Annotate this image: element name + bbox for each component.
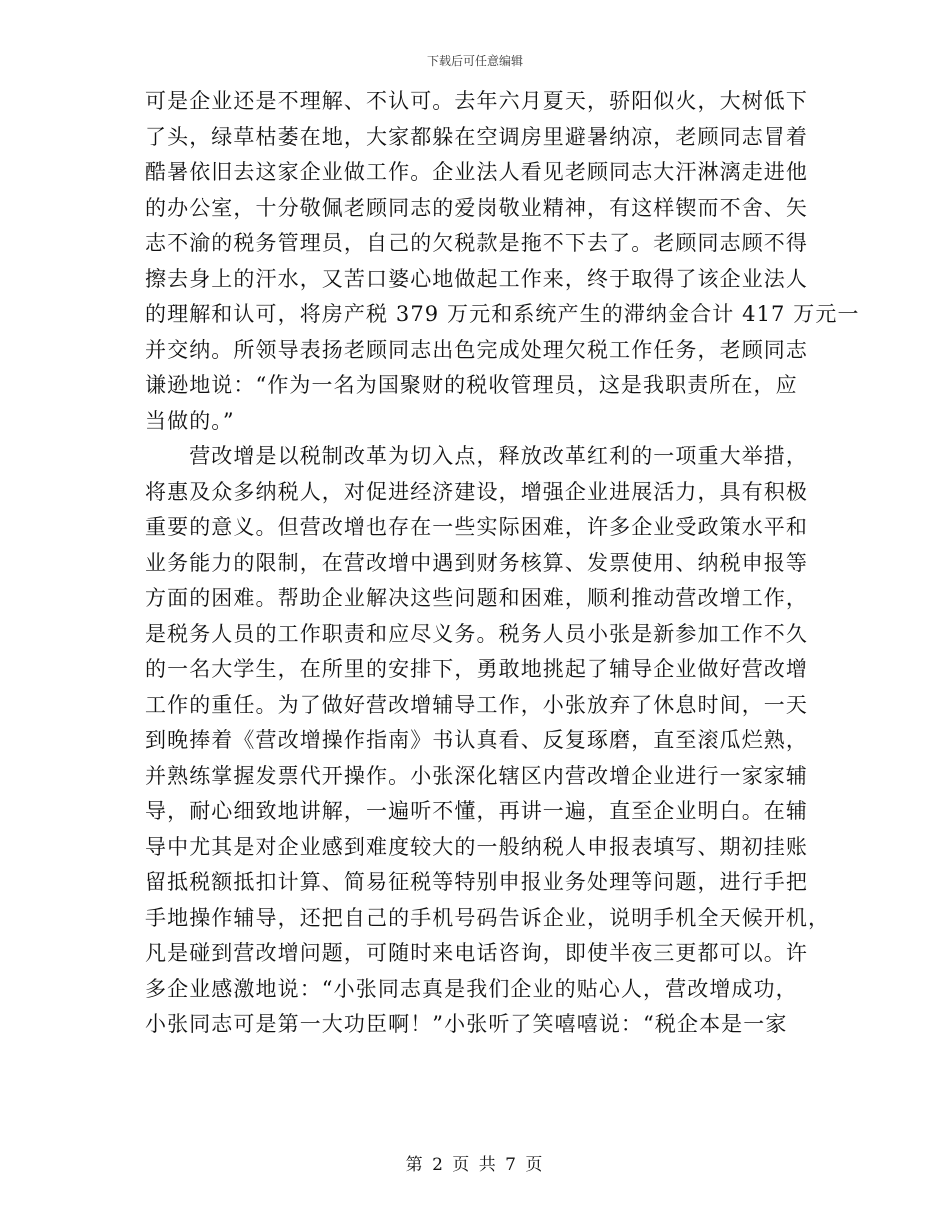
text-line: 重要的意义。但营改增也存在一些实际困难，许多企业受政策水平和 [145, 515, 808, 539]
text-line: 工作的重任。为了做好营改增辅导工作，小张放弃了休息时间，一天 [145, 692, 808, 717]
text-line: 谦逊地说：“作为一名为国聚财的税收管理员，这是我职责所在，应 [145, 373, 798, 397]
text-line: 并交纳。所领导表扬老顾同志出色完成处理欠税工作任务，老顾同志 [145, 337, 808, 362]
text-line: 多企业感激地说：“小张同志真是我们企业的贴心人，营改增成功， [145, 976, 798, 1001]
text-line: 擦去身上的汗水，又苦口婆心地做起工作来，终于取得了该企业法人 [145, 266, 808, 291]
text-line: 的一名大学生，在所里的安排下，勇敢地挑起了辅导企业做好营改增 [145, 657, 808, 681]
text-line: 可是企业还是不理解、不认可。去年六月夏天，骄阳似火，大树低下 [145, 89, 808, 113]
text-line: 将惠及众多纳税人，对促进经济建设，增强企业进展活力，具有积极 [145, 479, 808, 504]
text-line: 志不渝的税务管理员，自己的欠税款是拖不下去了。老顾同志顾不得 [145, 231, 808, 255]
text-line: 留抵税额抵扣计算、简易征税等特别申报业务处理等问题，进行手把 [145, 870, 808, 894]
text-line: 到晚捧着《营改增操作指南》书认真看、反复琢磨，直至滚瓜烂熟， [145, 728, 808, 752]
text-line: 方面的困难。帮助企业解决这些问题和困难，顺利推动营改增工作， [145, 586, 808, 610]
text-line: 营改增是以税制改革为切入点，释放改革红利的一项重大举措， [145, 444, 808, 468]
text-line: 导中尤其是对企业感到难度较大的一般纳税人申报表填写、期初挂账 [145, 834, 808, 859]
text-line: 是税务人员的工作职责和应尽义务。税务人员小张是新参加工作不久 [145, 621, 808, 646]
text-line: 手地操作辅导，还把自己的手机号码告诉企业，说明手机全天候开机， [145, 905, 831, 930]
text-line: 的办公室，十分敬佩老顾同志的爱岗敬业精神，有这样锲而不舍、矢 [145, 195, 808, 220]
body-text [145, 84, 860, 1043]
page-header: 下载后可任意编辑 [426, 54, 523, 68]
page-number: 第 2 页 共 7 页 [405, 1155, 545, 1175]
text-line: 的理解和认可，将房产税 379 万元和系统产生的滞纳金合计 417 万元一 [145, 302, 860, 326]
text-line: 并熟练掌握发票代开操作。小张深化辖区内营改增企业进行一家家辅 [145, 763, 808, 788]
text-line: 当做的。” [145, 408, 235, 433]
text-line: 凡是碰到营改增问题，可随时来电话咨询，即使半夜三更都可以。许 [145, 941, 808, 965]
text-line: 了头，绿草枯萎在地，大家都躲在空调房里避暑纳凉，老顾同志冒着 [145, 124, 808, 149]
text-line: 业务能力的限制，在营改增中遇到财务核算、发票使用、纳税申报等 [145, 550, 808, 575]
text-line: 导，耐心细致地讲解，一遍听不懂，再讲一遍，直至企业明白。在辅 [145, 799, 808, 823]
text-line: 酷暑依旧去这家企业做工作。企业法人看见老顾同志大汗淋漓走进他 [145, 160, 808, 184]
text-line: 小张同志可是第一大功臣啊！”小张听了笑嘻嘻说：“税企本是一家 [145, 1012, 788, 1036]
